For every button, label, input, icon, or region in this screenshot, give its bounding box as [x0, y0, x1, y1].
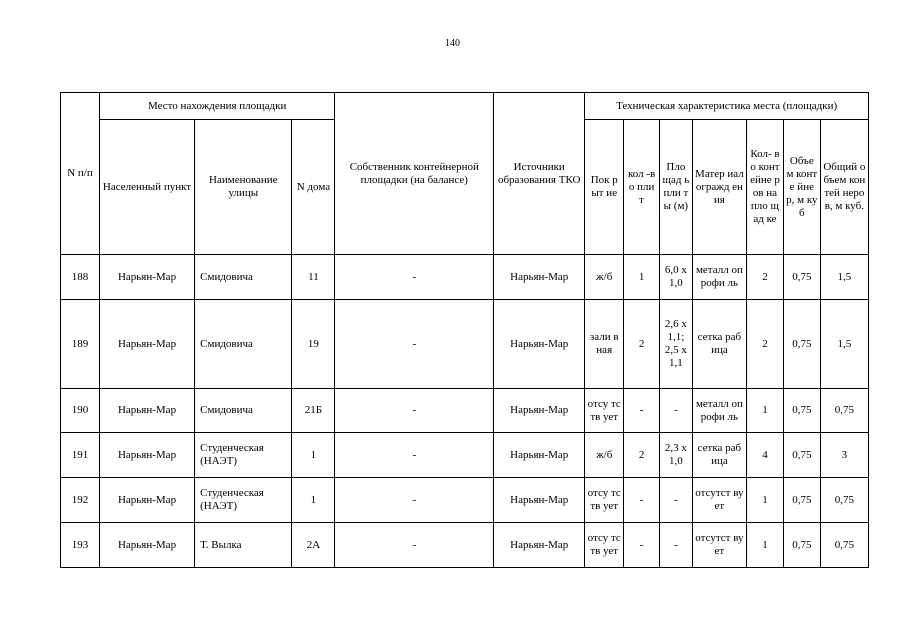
cell-sources: Нарьян-Мар: [494, 523, 585, 568]
table-row: [61, 433, 869, 478]
header-slab-count: кол -во пли т: [624, 120, 660, 255]
cell-total-volume: 1,5: [820, 255, 868, 300]
cell-num: 189: [61, 300, 100, 389]
cell-slab-count: -: [624, 478, 660, 523]
cell-settlement: Нарьян-Мар: [99, 389, 194, 433]
cell-container-count: 4: [747, 433, 784, 478]
table-row: [61, 478, 869, 523]
cell-container-count: 2: [747, 255, 784, 300]
cell-slab-count: -: [624, 523, 660, 568]
cell-slab-count: -: [624, 389, 660, 433]
table-row: [61, 255, 869, 300]
page-number: 140: [445, 38, 460, 49]
cell-slab-area: 2,6 х 1,1; 2,5 х 1,1: [660, 300, 693, 389]
cell-volume: 0,75: [783, 433, 820, 478]
cell-container-count: 1: [747, 389, 784, 433]
cell-street: Студенческая (НАЭТ): [195, 478, 292, 523]
header-sources: Источники образования ТКО: [494, 93, 585, 255]
cell-total-volume: 0,75: [820, 389, 868, 433]
table-row: [61, 523, 869, 568]
cell-sources: Нарьян-Мар: [494, 389, 585, 433]
cell-volume: 0,75: [783, 255, 820, 300]
cell-slab-area: 6,0 х 1,0: [660, 255, 693, 300]
cell-surface: ж/б: [585, 433, 624, 478]
cell-container-count: 1: [747, 478, 784, 523]
cell-num: 192: [61, 478, 100, 523]
table-row: [61, 389, 869, 433]
cell-surface: зали вная: [585, 300, 624, 389]
cell-surface: отсу тств ует: [585, 389, 624, 433]
table-row: [61, 300, 869, 389]
cell-fence: сетка рабица: [692, 300, 746, 389]
header-location-group: Место нахождения площадки: [99, 93, 335, 120]
cell-owner: -: [335, 389, 494, 433]
cell-sources: Нарьян-Мар: [494, 300, 585, 389]
header-container-count: Кол- во конт ейне ров на пло щад ке: [747, 120, 784, 255]
cell-volume: 0,75: [783, 478, 820, 523]
cell-house: 11: [292, 255, 335, 300]
cell-owner: -: [335, 300, 494, 389]
header-owner: Собственник контейнерной площадки (на балансе): [335, 93, 494, 255]
cell-house: 21Б: [292, 389, 335, 433]
cell-slab-count: 2: [624, 300, 660, 389]
cell-surface: отсу тств ует: [585, 523, 624, 568]
cell-num: 193: [61, 523, 100, 568]
header-tech-group: Техническая характеристика места (площадки): [585, 93, 869, 120]
cell-total-volume: 0,75: [820, 478, 868, 523]
cell-street: Смидовича: [195, 300, 292, 389]
cell-owner: -: [335, 433, 494, 478]
header-surface: Пок рыт ие: [585, 120, 624, 255]
cell-fence: металл опрофи ль: [692, 255, 746, 300]
header-num: N п/п: [61, 93, 100, 255]
cell-slab-count: 1: [624, 255, 660, 300]
header-house: N дома: [292, 120, 335, 255]
cell-sources: Нарьян-Мар: [494, 255, 585, 300]
header-volume: Объе м конте йнер, м куб: [783, 120, 820, 255]
cell-slab-area: -: [660, 478, 693, 523]
cell-street: Студенческая (НАЭТ): [195, 433, 292, 478]
header-street: Наименование улицы: [195, 120, 292, 255]
cell-surface: отсу тств ует: [585, 478, 624, 523]
cell-slab-area: -: [660, 523, 693, 568]
cell-volume: 0,75: [783, 523, 820, 568]
cell-fence: металл опрофи ль: [692, 389, 746, 433]
cell-street: Смидовича: [195, 255, 292, 300]
cell-house: 1: [292, 478, 335, 523]
cell-owner: -: [335, 478, 494, 523]
cell-sources: Нарьян-Мар: [494, 433, 585, 478]
cell-street: Смидовича: [195, 389, 292, 433]
cell-settlement: Нарьян-Мар: [99, 478, 194, 523]
cell-owner: -: [335, 523, 494, 568]
header-total-volume: Общий объем контей неров, м куб.: [820, 120, 868, 255]
cell-container-count: 2: [747, 300, 784, 389]
cell-street: Т. Вылка: [195, 523, 292, 568]
cell-sources: Нарьян-Мар: [494, 478, 585, 523]
cell-settlement: Нарьян-Мар: [99, 255, 194, 300]
cell-slab-count: 2: [624, 433, 660, 478]
cell-num: 190: [61, 389, 100, 433]
cell-owner: -: [335, 255, 494, 300]
cell-house: 19: [292, 300, 335, 389]
cell-surface: ж/б: [585, 255, 624, 300]
cell-total-volume: 0,75: [820, 523, 868, 568]
cell-volume: 0,75: [783, 389, 820, 433]
cell-slab-area: 2,3 х 1,0: [660, 433, 693, 478]
cell-fence: отсутст вует: [692, 478, 746, 523]
cell-settlement: Нарьян-Мар: [99, 433, 194, 478]
cell-settlement: Нарьян-Мар: [99, 300, 194, 389]
cell-house: 2А: [292, 523, 335, 568]
cell-fence: отсутст вует: [692, 523, 746, 568]
container-sites-table: [60, 92, 869, 568]
cell-volume: 0,75: [783, 300, 820, 389]
cell-num: 191: [61, 433, 100, 478]
header-settlement: Населенный пункт: [99, 120, 194, 255]
cell-container-count: 1: [747, 523, 784, 568]
header-fence: Матер иал огражд ения: [692, 120, 746, 255]
cell-total-volume: 3: [820, 433, 868, 478]
header-slab-area: Пло щад ь пли ты (м): [660, 120, 693, 255]
cell-house: 1: [292, 433, 335, 478]
cell-fence: сетка рабица: [692, 433, 746, 478]
cell-num: 188: [61, 255, 100, 300]
cell-slab-area: -: [660, 389, 693, 433]
cell-total-volume: 1,5: [820, 300, 868, 389]
cell-settlement: Нарьян-Мар: [99, 523, 194, 568]
